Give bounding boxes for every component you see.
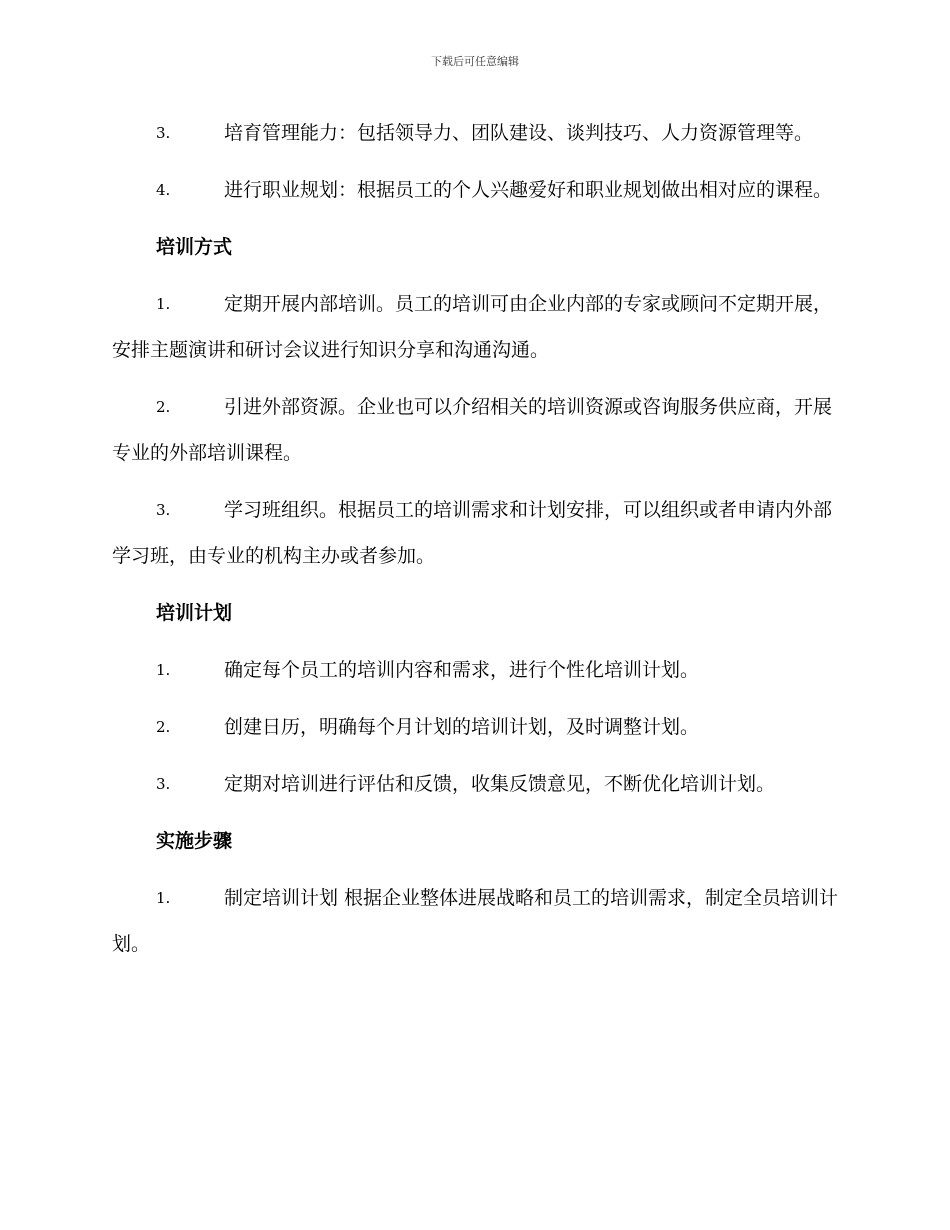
list-item [112,647,842,693]
item-text: 引进外部资源。企业也可以介绍相关的培训资源或咨询服务供应商，开展专业的外部培训课程。 [112,396,833,464]
list-item [112,704,842,750]
item-number: 1. [156,295,171,313]
item-number: 2. [156,718,171,736]
item-text: 制定培训计划 根据企业整体进展战略和员工的培训需求，制定全员培训计划。 [112,887,839,955]
list-item [112,875,842,967]
list-item [112,384,842,476]
list-item [112,110,842,156]
item-text: 培育管理能力：包括领导力、团队建设、谈判技巧、人力资源管理等。 [224,122,814,144]
item-text: 确定每个员工的培训内容和需求，进行个性化培训计划。 [224,659,700,681]
item-number: 2. [156,398,171,416]
list-item [112,761,842,807]
item-number: 3. [156,775,171,793]
section-heading-implementation-steps: 实施步骤 [156,830,233,852]
list-item [112,281,842,373]
section-heading-training-methods: 培训方式 [156,236,233,258]
item-text: 学习班组织。根据员工的培训需求和计划安排，可以组织或者申请内外部学习班，由专业的机构主办或者参加。 [112,499,833,567]
item-number: 1. [156,661,171,679]
list-item [112,167,842,213]
item-text: 创建日历，明确每个月计划的培训计划，及时调整计划。 [224,716,700,738]
document-body [112,110,842,978]
page-header: 下载后可任意编辑 [431,55,519,68]
item-number: 4. [156,181,171,199]
item-number: 3. [156,501,171,519]
item-text: 定期对培训进行评估和反馈，收集反馈意见，不断优化培训计划。 [224,773,776,795]
section-heading-training-plan: 培训计划 [156,602,233,624]
item-text: 定期开展内部培训。员工的培训可由企业内部的专家或顾问不定期开展，安排主题演讲和研讨会议进行知识分享和沟通沟通。 [112,293,833,361]
item-number: 3. [156,124,171,142]
list-item [112,487,842,579]
item-text: 进行职业规划：根据员工的个人兴趣爱好和职业规划做出相对应的课程。 [224,179,833,201]
item-number: 1. [156,889,171,907]
